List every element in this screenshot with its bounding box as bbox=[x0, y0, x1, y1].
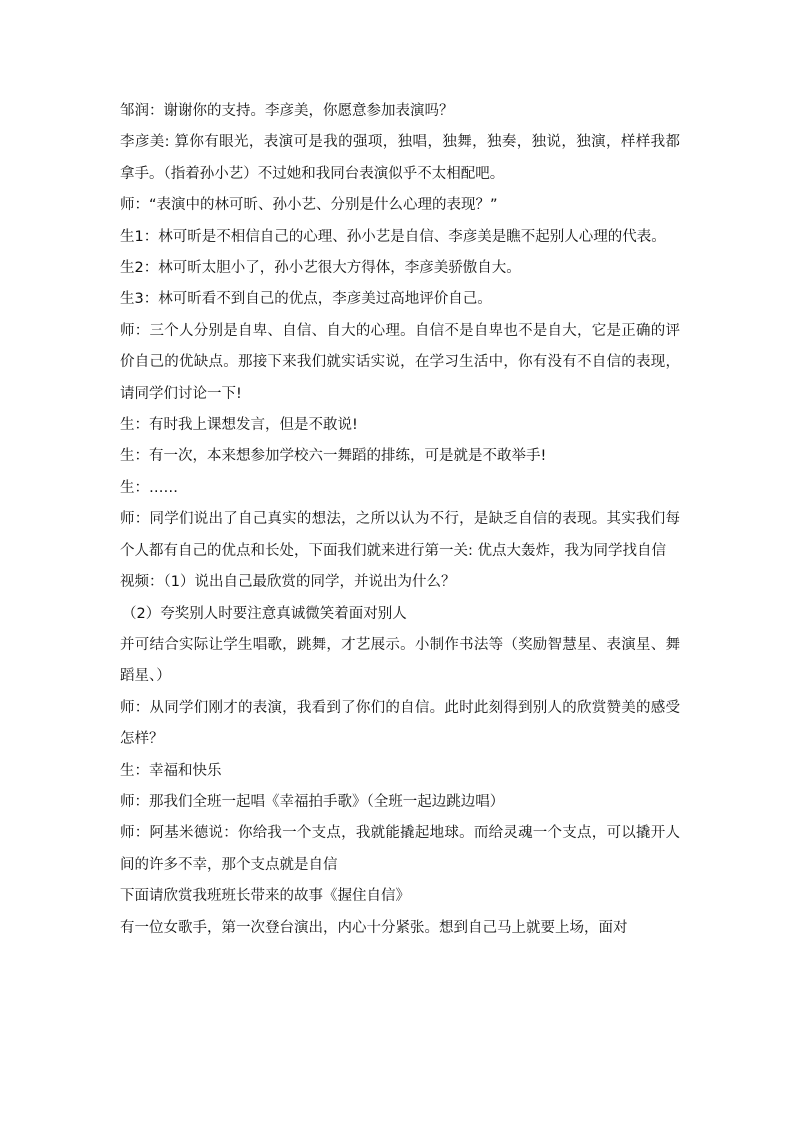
paragraph: 邹润：谢谢你的支持。李彦美，你愿意参加表演吗？ bbox=[120, 103, 454, 119]
paragraph: 李彦美: 算你有眼光，表演可是我的强项，独唱，独舞，独奏，独说，独演，样样我都拿手。（指着孙小艺）不过她和我同台表演似乎不太相配吧。 bbox=[120, 134, 680, 182]
paragraph: （2）夸奖别人时要注意真诚微笑着面对别人 bbox=[122, 605, 407, 622]
paragraph: 师：从同学们刚才的表演，我看到了你们的自信。此时此刻得到别人的欣赏赞美的感受怎样？ bbox=[120, 699, 680, 748]
paragraph: 生1：林可昕是不相信自己的心理、孙小艺是自信、李彦美是瞧不起别人心理的代表。 bbox=[120, 228, 666, 245]
paragraph: 师：阿基米德说：你给我一个支点，我就能撬起地球。而给灵魂一个支点，可以撬开人间的许多不幸，那个支点就是自信 bbox=[120, 825, 680, 873]
paragraph: 并可结合实际让学生唱歌，跳舞，才艺展示。小制作书法等（奖励智慧星、表演星、舞蹈星、） bbox=[120, 636, 680, 685]
paragraph: 生2：林可昕太胆小了，孙小艺很大方得体，李彦美骄傲自大。 bbox=[120, 260, 521, 277]
paragraph: 师：同学们说出了自己真实的想法，之所以认为不行，是缺乏自信的表现。其实我们每个人都有自己的优点和长处，下面我们就来进行第一关: 优点大轰炸，我为同学找自信 bbox=[120, 511, 680, 559]
paragraph: 生：有一次，本来想参加学校六一舞蹈的排练，可是就是不敢举手! bbox=[120, 448, 547, 465]
paragraph: 师：三个人分别是自卑、自信、自大的心理。自信不是自卑也不是自大，它是正确的评价自己的优缺点。那接下来我们就实话实说，在学习生活中，你有没有不自信的表现，请同学们讨论一下! bbox=[120, 322, 680, 402]
paragraph: 师：“表演中的林可昕、孙小艺、分别是什么心理的表现？” bbox=[120, 197, 498, 214]
paragraph: 生：幸福和快乐 bbox=[120, 762, 222, 779]
paragraph: 师：那我们全班一起唱《幸福拍手歌》（全班一起边跳边唱） bbox=[120, 793, 505, 810]
paragraph: 生3：林可昕看不到自己的优点，李彦美过高地评价自己。 bbox=[120, 291, 492, 308]
document-body bbox=[120, 96, 680, 944]
paragraph: 视频：（1）说出自己最欣赏的同学，并说出为什么？ bbox=[120, 574, 456, 591]
paragraph: 生：…… bbox=[120, 479, 178, 496]
paragraph: 生：有时我上课想发言，但是不敢说! bbox=[120, 417, 358, 434]
paragraph: 下面请欣赏我班班长带来的故事《握住自信》 bbox=[120, 888, 410, 905]
paragraph: 有一位女歌手，第一次登台演出，内心十分紧张。想到自己马上就要上场，面对 bbox=[120, 919, 628, 936]
